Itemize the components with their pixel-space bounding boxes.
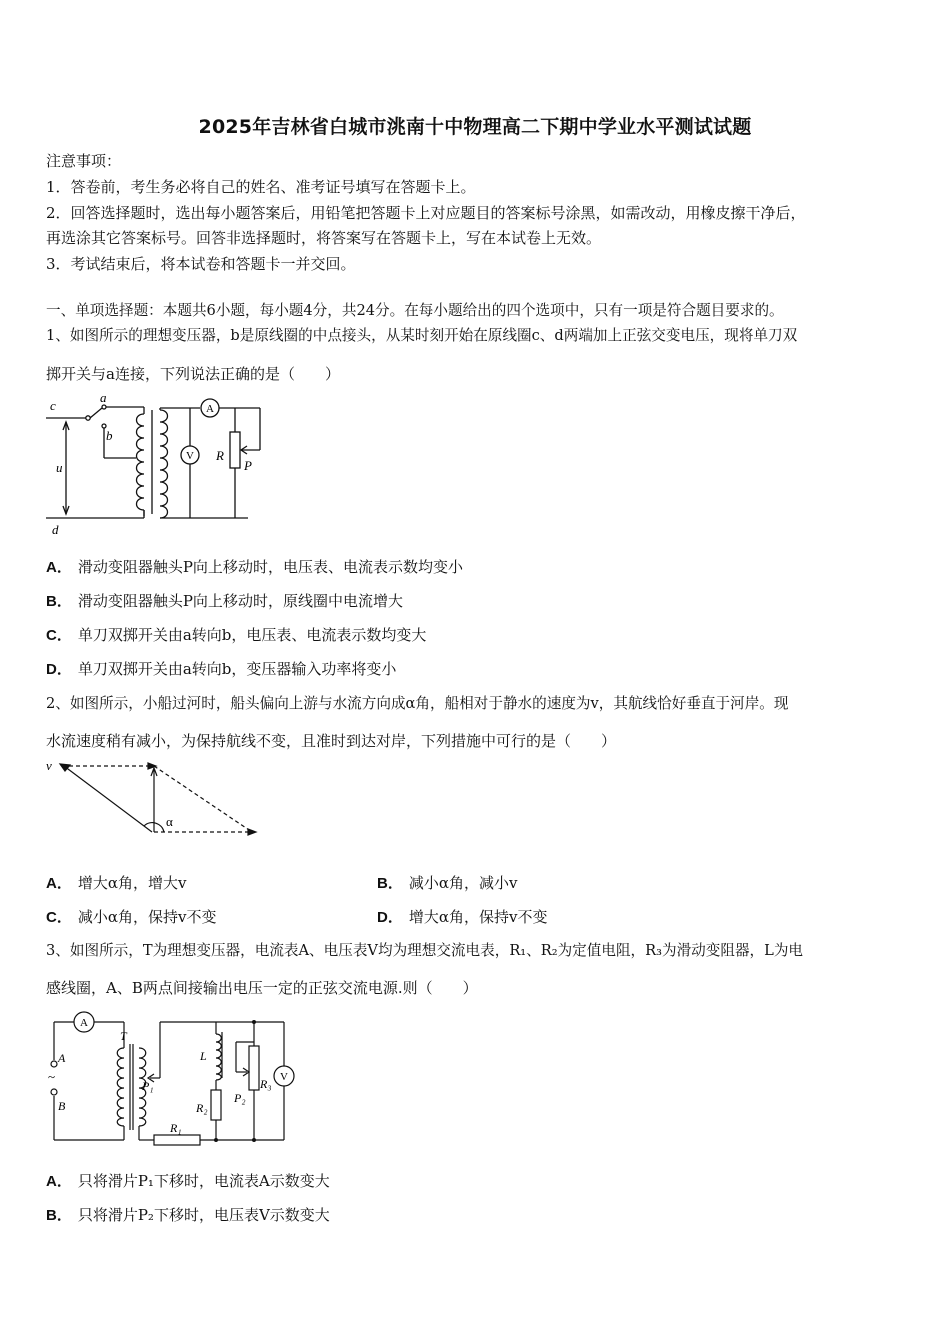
label-B: B <box>58 1099 66 1113</box>
label-v: v <box>46 758 52 773</box>
option-A[interactable]: A． 增大α角，增大v <box>46 874 187 892</box>
notice-item: 2．回答选择题时，选出每小题答案后，用铅笔把答题卡上对应题目的答案标号涂黑，如需改动，用橡皮擦干净后， <box>46 204 806 222</box>
label-R3: R₃ <box>260 1077 272 1091</box>
label-P1: P₁ <box>142 1079 154 1093</box>
option-B[interactable]: B． 减小α角，减小v <box>377 874 518 892</box>
option-A[interactable]: A． 只将滑片P₁下移时，电流表A示数变大 <box>46 1172 330 1190</box>
option-D[interactable]: D． 单刀双掷开关由a转向b，变压器输入功率将变小 <box>46 660 397 678</box>
label-R: R <box>216 448 224 463</box>
question-1-stem: 1、如图所示的理想变压器，b是原线圈的中点接头，从某时刻开始在原线圈c、d两端加上正弦交变电压，现将单刀双 <box>46 327 798 344</box>
section-heading: 一、单项选择题：本题共6小题，每小题4分，共24分。在每小题给出的四个选项中，只有一项是符合题目要求的。 <box>46 302 784 319</box>
option-C[interactable]: C． 单刀双掷开关由a转向b，电压表、电流表示数均变大 <box>46 626 427 644</box>
option-C[interactable]: C． 减小α角，保持v不变 <box>46 908 217 926</box>
label-T: T <box>120 1029 127 1043</box>
option-D[interactable]: D． 增大α角，保持v不变 <box>377 908 548 926</box>
label-A: A <box>58 1051 66 1065</box>
option-B[interactable]: B． 只将滑片P₂下移时，电压表V示数变大 <box>46 1206 330 1224</box>
page-title: 2025年吉林省白城市洮南十中物理高二下期中学业水平测试试题 <box>198 116 752 138</box>
question-1-stem: 掷开关与a连接，下列说法正确的是（ ） <box>46 365 340 383</box>
label-R1: R₁ <box>170 1121 182 1135</box>
label-b: b <box>106 428 113 443</box>
question-1-figure <box>40 388 280 538</box>
question-3-stem: 3、如图所示，T为理想变压器，电流表A、电压表V均为理想交流电表，R₁、R₂为定值电阻，R₃为滑动变阻器，L为电 <box>46 942 804 959</box>
ammeter-label: A <box>80 1017 88 1029</box>
notice-item: 1．答卷前，考生务必将自己的姓名、准考证号填写在答题卡上。 <box>46 178 476 196</box>
option-A[interactable]: A． 滑动变阻器触头P向上移动时，电压表、电流表示数均变小 <box>46 558 463 576</box>
voltmeter-label: V <box>280 1071 288 1083</box>
label-P2: P₂ <box>234 1091 246 1105</box>
label-L: L <box>200 1049 207 1063</box>
label-c: c <box>50 398 56 413</box>
option-B[interactable]: B． 滑动变阻器触头P向上移动时，原线圈中电流增大 <box>46 592 403 610</box>
question-2-stem: 水流速度稍有减小，为保持航线不变，且准时到达对岸，下列措施中可行的是（ ） <box>46 732 617 750</box>
voltmeter-label: V <box>186 450 194 462</box>
ammeter-label: A <box>206 403 214 415</box>
label-d: d <box>52 522 59 537</box>
question-2-stem: 2、如图所示，小船过河时，船头偏向上游与水流方向成α角，船相对于静水的速度为v，其航线恰好垂直于河岸。现 <box>46 695 789 712</box>
source-tilde: ~ <box>48 1069 56 1084</box>
notice-heading: 注意事项： <box>46 152 122 170</box>
question-3-figure <box>44 1008 314 1148</box>
notice-item: 3．考试结束后，将本试卷和答题卡一并交回。 <box>46 255 356 273</box>
question-3-stem: 感线圈，A、B两点间接输出电压一定的正弦交流电源.则（ ） <box>46 979 478 997</box>
notice-item: 再选涂其它答案标号。回答非选择题时，将答案写在答题卡上，写在本试卷上无效。 <box>46 229 602 247</box>
label-u: u <box>56 460 63 475</box>
question-2-figure <box>44 756 274 846</box>
label-P: P <box>244 458 252 473</box>
label-R2: R₂ <box>196 1101 208 1115</box>
label-alpha: α <box>166 814 173 829</box>
label-a: a <box>100 390 107 405</box>
